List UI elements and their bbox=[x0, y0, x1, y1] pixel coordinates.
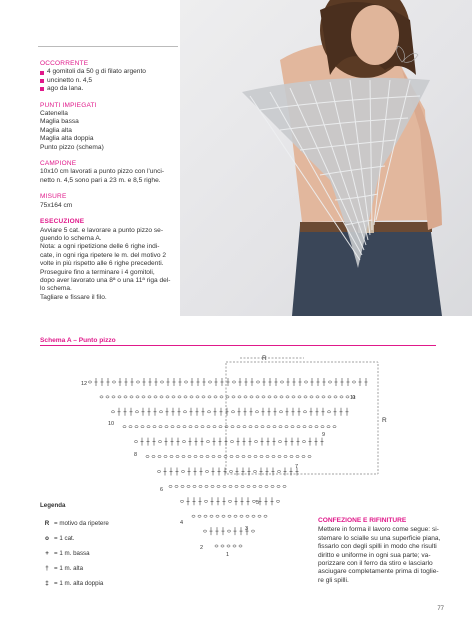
chart-row bbox=[134, 438, 323, 446]
punti-title: PUNTI IMPIEGATI bbox=[40, 101, 97, 109]
chart-row bbox=[215, 545, 242, 547]
row-number: 8 bbox=[134, 452, 138, 458]
repeat-label-top: R bbox=[262, 355, 267, 362]
row-number: 1 bbox=[226, 552, 230, 558]
esecuzione-line: dopo aver lavorato una 8ª o una 11ª riga del- bbox=[40, 276, 171, 284]
row-number: 3 bbox=[245, 526, 249, 532]
esecuzione-line: volte in più rispetto alle 6 righe precedenti. bbox=[40, 260, 164, 268]
legend-item bbox=[40, 533, 109, 545]
row-number: 11 bbox=[350, 395, 356, 401]
chain-symbol-icon: o bbox=[45, 535, 49, 542]
occorrente-item: ago da lana. bbox=[40, 85, 180, 93]
legend-item bbox=[40, 563, 109, 575]
esecuzione-title: ESECUZIONE bbox=[40, 218, 85, 226]
occorrente-item: 4 gomitoli da 50 g di filato argento bbox=[40, 68, 180, 76]
occorrente-title: OCCORRENTE bbox=[40, 60, 89, 67]
legend-text: = 1 m. alta doppia bbox=[54, 580, 104, 587]
double-crochet-symbol-icon: † bbox=[45, 565, 49, 572]
row-number: 12 bbox=[81, 381, 88, 387]
confezione-line: asciugare completamente prima di toglie- bbox=[318, 568, 439, 576]
legend-item bbox=[40, 548, 109, 560]
occorrente-item: uncinetto n. 4,5 bbox=[40, 77, 180, 85]
row-number: 2 bbox=[200, 545, 204, 551]
row-number: 7 bbox=[295, 464, 299, 470]
chart-row bbox=[88, 378, 367, 386]
punti-item: Maglia bassa bbox=[40, 118, 79, 126]
chart-row bbox=[123, 426, 336, 428]
confezione-line: re gli spilli. bbox=[318, 576, 349, 584]
row-number: 4 bbox=[180, 520, 184, 526]
row-number: 5 bbox=[256, 500, 260, 506]
legend-text: = 1 m. bassa bbox=[54, 550, 90, 557]
esecuzione-line: guendo lo schema A. bbox=[40, 234, 102, 242]
confezione-line: porizzare con il ferro da stiro e lasciarlo bbox=[318, 560, 433, 568]
confezione-line: fissarlo con degli spilli in modo che risulti bbox=[318, 543, 437, 551]
misure-value: 75x164 cm bbox=[40, 201, 73, 209]
legend bbox=[40, 502, 109, 593]
campione-line: 10x10 cm lavorati a punto pizzo con l'unci- bbox=[40, 168, 165, 176]
row-number: 9 bbox=[322, 432, 326, 438]
confezione-line: diritto e uniforme in ogni sua parte; va- bbox=[318, 551, 431, 559]
punti-item: Maglia alta bbox=[40, 126, 72, 134]
repeat-label-right: R bbox=[382, 417, 387, 424]
bullet-square-icon bbox=[40, 87, 44, 91]
bullet-square-icon bbox=[40, 79, 44, 83]
repeat-symbol-icon: R bbox=[44, 520, 50, 527]
confezione-title: CONFEZIONE E RIFINITURE bbox=[318, 517, 407, 524]
chart-row bbox=[169, 485, 286, 487]
esecuzione-line: Tagliare e fissare il filo. bbox=[40, 293, 107, 301]
chart-row bbox=[157, 468, 298, 476]
chart-row-numbers bbox=[81, 381, 356, 558]
legend-text: = 1 cat. bbox=[54, 535, 75, 542]
campione-line: netto n. 4,5 sono pari a 23 m. e 8,5 righe. bbox=[40, 176, 161, 184]
punti-item: Maglia alta doppia bbox=[40, 135, 94, 143]
chart-row bbox=[111, 408, 348, 416]
esecuzione-line: Proseguire fino a terminare i 4 gomitoli, bbox=[40, 268, 155, 276]
chart-row bbox=[100, 396, 355, 398]
chart-row bbox=[180, 497, 279, 505]
campione-title: CAMPIONE bbox=[40, 160, 77, 168]
materials-column bbox=[40, 60, 180, 302]
legend-text: = motivo da ripetere bbox=[54, 520, 109, 527]
page-number: 77 bbox=[437, 606, 444, 612]
bullet-square-icon bbox=[40, 71, 44, 75]
punti-item: Catenella bbox=[40, 110, 68, 118]
punti-item: Punto pizzo (schema) bbox=[40, 143, 104, 151]
row-number: 6 bbox=[160, 487, 164, 493]
esecuzione-line: cate, in ogni riga ripetere le m. del motivo 2 bbox=[40, 251, 167, 259]
legend-item bbox=[40, 578, 109, 590]
photo-illustration bbox=[180, 0, 472, 316]
confezione-line: stemare lo scialle su una superficie piana, bbox=[318, 534, 441, 542]
legend-item bbox=[40, 518, 109, 530]
chart-row bbox=[146, 455, 311, 457]
schema-rule bbox=[40, 345, 436, 346]
legend-text: = 1 m. alta bbox=[54, 565, 84, 572]
misure-title: MISURE bbox=[40, 193, 67, 201]
treble-crochet-symbol-icon: ‡ bbox=[45, 580, 49, 587]
model-photo bbox=[180, 0, 472, 316]
top-rule bbox=[38, 46, 178, 47]
single-crochet-symbol-icon: + bbox=[45, 550, 49, 557]
esecuzione-line: Avviare 5 cat. e lavorare a punto pizzo se- bbox=[40, 226, 164, 234]
chart-row bbox=[192, 515, 267, 517]
confezione-line: Mettere in forma il lavoro come segue: si- bbox=[318, 526, 439, 534]
esecuzione-line: Nota: a ogni ripetizione delle 6 righe indi- bbox=[40, 243, 160, 251]
row-number: 10 bbox=[108, 421, 115, 427]
schema-title: Schema A – Punto pizzo bbox=[40, 337, 116, 344]
confezione-section bbox=[318, 517, 458, 585]
esecuzione-line: lo schema. bbox=[40, 285, 72, 293]
legend-title: Legenda bbox=[40, 502, 66, 509]
